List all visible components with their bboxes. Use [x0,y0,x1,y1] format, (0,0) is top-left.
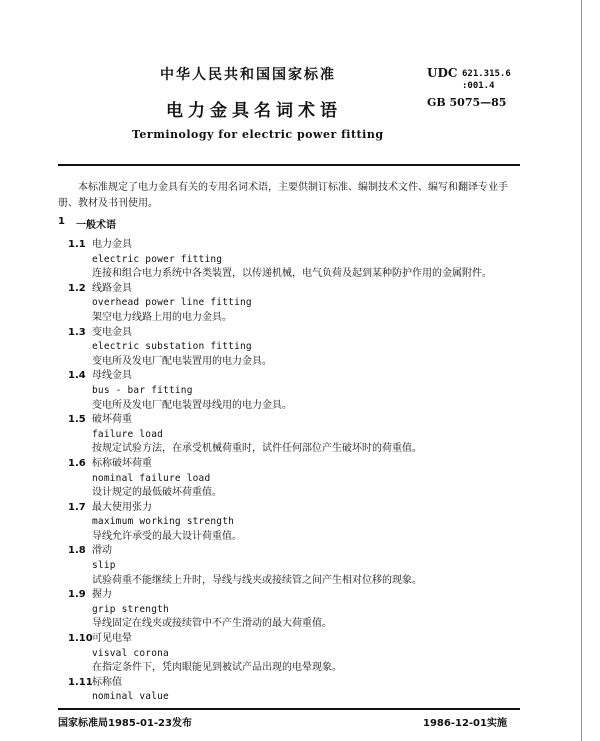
issuing-organization: 中华人民共和国国家标准 [160,67,336,83]
footer-divider [58,708,520,710]
term-chinese: 标称值 [92,676,122,688]
term-number: 1.9 [68,589,86,601]
term-english: nominal value [92,691,169,703]
header-divider [58,164,520,166]
implementation-date: 1986-12-01实施 [423,718,507,729]
section-title: 一般术语 [76,220,116,231]
udc-code: 621.315.6 :001.4 [462,69,511,91]
term-definition: 按规定试验方法，在承受机械荷重时，试件任何部位产生破坏时的荷重值。 [92,443,422,455]
term-number: 1.10 [68,633,93,645]
term-definition: 架空电力线路上用的电力金具。 [92,311,232,323]
term-list [58,238,528,705]
term-english: nominal failure load [92,472,211,484]
term-chinese: 破坏荷重 [92,414,132,426]
term-chinese: 标称破坏荷重 [92,457,152,469]
term-entry [58,544,528,588]
term-entry [58,282,528,326]
term-number: 1.4 [68,370,86,382]
udc-label: UDC [427,66,458,80]
term-chinese: 可见电晕 [92,633,132,645]
term-definition: 变电所及发电厂配电装置母线用的电力金具。 [92,399,292,411]
term-english: failure load [92,428,164,440]
term-entry [58,326,528,370]
document-title-english: Terminology for electric power fitting [132,128,384,141]
term-chinese: 握力 [92,589,112,601]
term-english: bus - bar fitting [92,384,193,396]
term-chinese: 变电金具 [92,326,132,338]
term-english: electric power fitting [92,253,223,265]
term-number: 1.8 [68,545,86,557]
term-number: 1.5 [68,414,86,426]
term-english: slip [92,560,116,572]
term-entry [58,676,528,705]
term-number: 1.2 [68,282,86,294]
term-english: electric substation fitting [92,341,252,353]
term-chinese: 线路金具 [92,282,132,294]
term-number: 1.7 [68,501,86,513]
term-definition: 导线固定在线夹或接续管中不产生滑动的最大荷重值。 [92,618,332,630]
term-definition: 导线允许承受的最大设计荷重值。 [92,530,242,542]
term-definition: 连接和组合电力系统中各类装置，以传递机械，电气负荷及起到某种防护作用的金属附件。 [92,268,492,280]
term-english: maximum working strength [92,516,235,528]
page-edge-line [581,0,582,741]
term-entry [58,369,528,413]
term-number: 1.6 [68,457,86,469]
term-english: visval corona [92,647,169,659]
term-chinese: 母线金具 [92,370,132,382]
term-number: 1.1 [68,239,86,250]
term-english: overhead power line fitting [92,297,252,309]
term-entry [58,238,528,282]
term-entry [58,501,528,545]
term-english: grip strength [92,603,169,615]
term-definition: 试验荷重不能继续上升时，导线与线夹或接续管之间产生相对位移的现象。 [92,574,422,586]
term-number: 1.3 [68,326,86,338]
term-entry [58,457,528,501]
gb-standard-number: GB 5075—85 [427,96,507,109]
term-number: 1.11 [68,676,93,688]
term-chinese: 电力金具 [92,239,132,250]
section-number: 1 [58,216,65,227]
term-entry [58,413,528,457]
term-chinese: 滑动 [92,545,112,557]
term-entry [58,588,528,632]
term-definition: 设计规定的最低破坏荷重值。 [92,487,222,499]
intro-paragraph: 本标准规定了电力金具有关的专用名词术语，主要供制订标准、编制技术文件、编写和翻译专业手册、教材及书刊使用。 [58,182,508,209]
term-definition: 变电所及发电厂配电装置用的电力金具。 [92,355,272,367]
term-chinese: 最大使用张力 [92,501,152,513]
publish-date: 国家标准局1985-01-23发布 [58,718,192,729]
document-title-chinese: 电力金具名词术语 [166,101,342,121]
term-entry [58,632,528,676]
term-definition: 在指定条件下，凭肉眼能见到被试产品出现的电晕现象。 [92,662,342,674]
